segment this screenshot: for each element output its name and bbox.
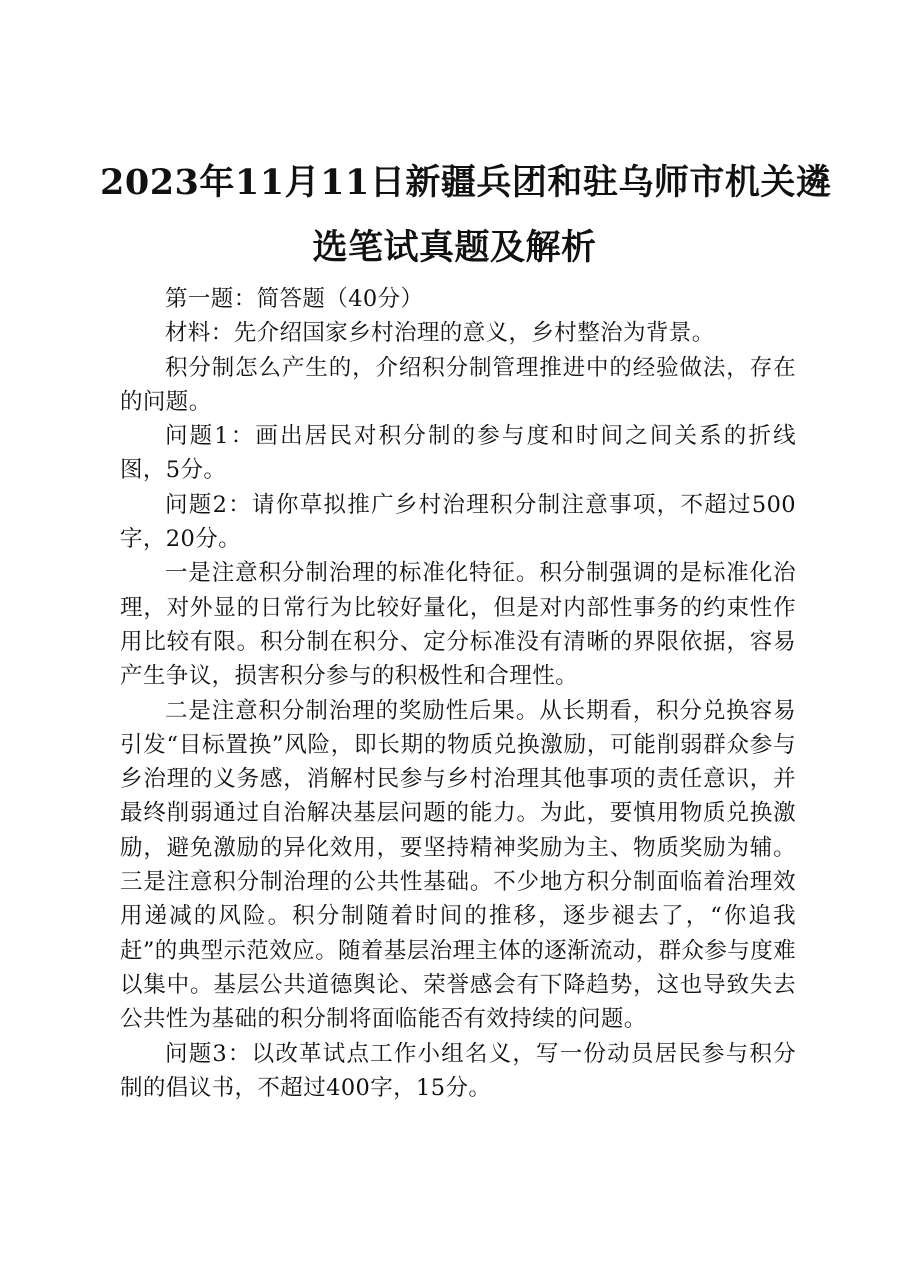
paragraph-material: 材料：先介绍国家乡村治理的意义，乡村整治为背景。: [165, 320, 715, 347]
paragraph-background: 积分制怎么产生的，介绍积分制管理推进中的经验做法，存在的问题。: [120, 354, 796, 415]
document-body: [120, 282, 796, 1105]
paragraph-answer-point-2-3: 二是注意积分制治理的奖励性后果。从长期看，积分兑换容易引发“目标置换”风险，即长期的物质兑换激励，可能削弱群众参与乡治理的义务感，消解村民参与乡村治理其他事项的责任意识，并最终削弱通过自治解决基层问题的能力。为此，要慎用物质兑换激励，避免激励的异化效用，要坚持精神奖励为主、物质奖励为辅。三是注意积分制治理的公共性基础。不少地方积分制面临着治理效用递减的风险。积分制随着时间的推移，逐步褪去了，“你追我赶”的典型示范效应。随着基层治理主体的逐渐流动，群众参与度难以集中。基层公共道德舆论、荣誉感会有下降趋势，这也导致失去公共性为基础的积分制将面临能否有效持续的问题。: [120, 697, 797, 1033]
document-title-line-1: 2023年11月11日新疆兵团和驻乌师市机关遴: [100, 162, 832, 203]
document-title-line-2: 选笔试真题及解析: [312, 227, 597, 268]
paragraph-answer-point-1: 一是注意积分制治理的标准化特征。积分制强调的是标准化治理，对外显的日常行为比较好量化，但是对内部性事务的约束性作用比较有限。积分制在积分、定分标准没有清晰的界限依据，容易产生争议，损害积分参与的积极性和合理性。: [120, 560, 796, 690]
section-heading-q1: 第一题：简答题（40分）: [165, 286, 424, 312]
paragraph-question-2: 问题2：请你草拟推广乡村治理积分制注意事项，不超过500字，20分。: [120, 491, 796, 553]
paragraph-question-1: 问题1：画出居民对积分制的参与度和时间之间关系的折线图，5分。: [120, 423, 796, 484]
paragraph-question-3: 问题3：以改革试点工作小组名义，写一份动员居民参与积分制的倡议书，不超过400字，15分。: [120, 1040, 796, 1101]
